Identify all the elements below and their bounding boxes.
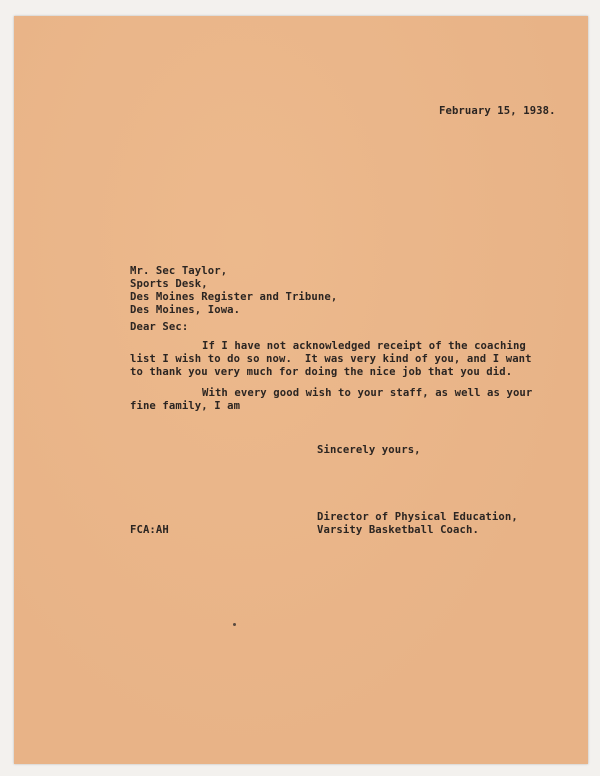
body-line: If I have not acknowledged receipt of the coaching <box>202 340 526 352</box>
address-line: Des Moines, Iowa. <box>130 304 241 316</box>
address-line: Sports Desk, <box>130 278 208 290</box>
salutation: Dear Sec: <box>130 321 189 333</box>
typist-initials: FCA:AH <box>130 524 169 536</box>
address-line: Mr. Sec Taylor, <box>130 265 228 277</box>
letter-date: February 15, 1938. <box>439 105 556 117</box>
address-line: Des Moines Register and Tribune, <box>130 291 338 303</box>
body-line: fine family, I am <box>130 400 241 412</box>
signature-title-line: Director of Physical Education, <box>317 511 518 523</box>
letter-page <box>14 16 588 764</box>
closing: Sincerely yours, <box>317 444 421 456</box>
body-line: list I wish to do so now. It was very kind of you, and I want <box>130 353 532 365</box>
body-line: to thank you very much for doing the nice job that you did. <box>130 366 513 378</box>
paper-speck <box>233 623 236 626</box>
signature-title-line: Varsity Basketball Coach. <box>317 524 479 536</box>
body-line: With every good wish to your staff, as well as your <box>202 387 533 399</box>
